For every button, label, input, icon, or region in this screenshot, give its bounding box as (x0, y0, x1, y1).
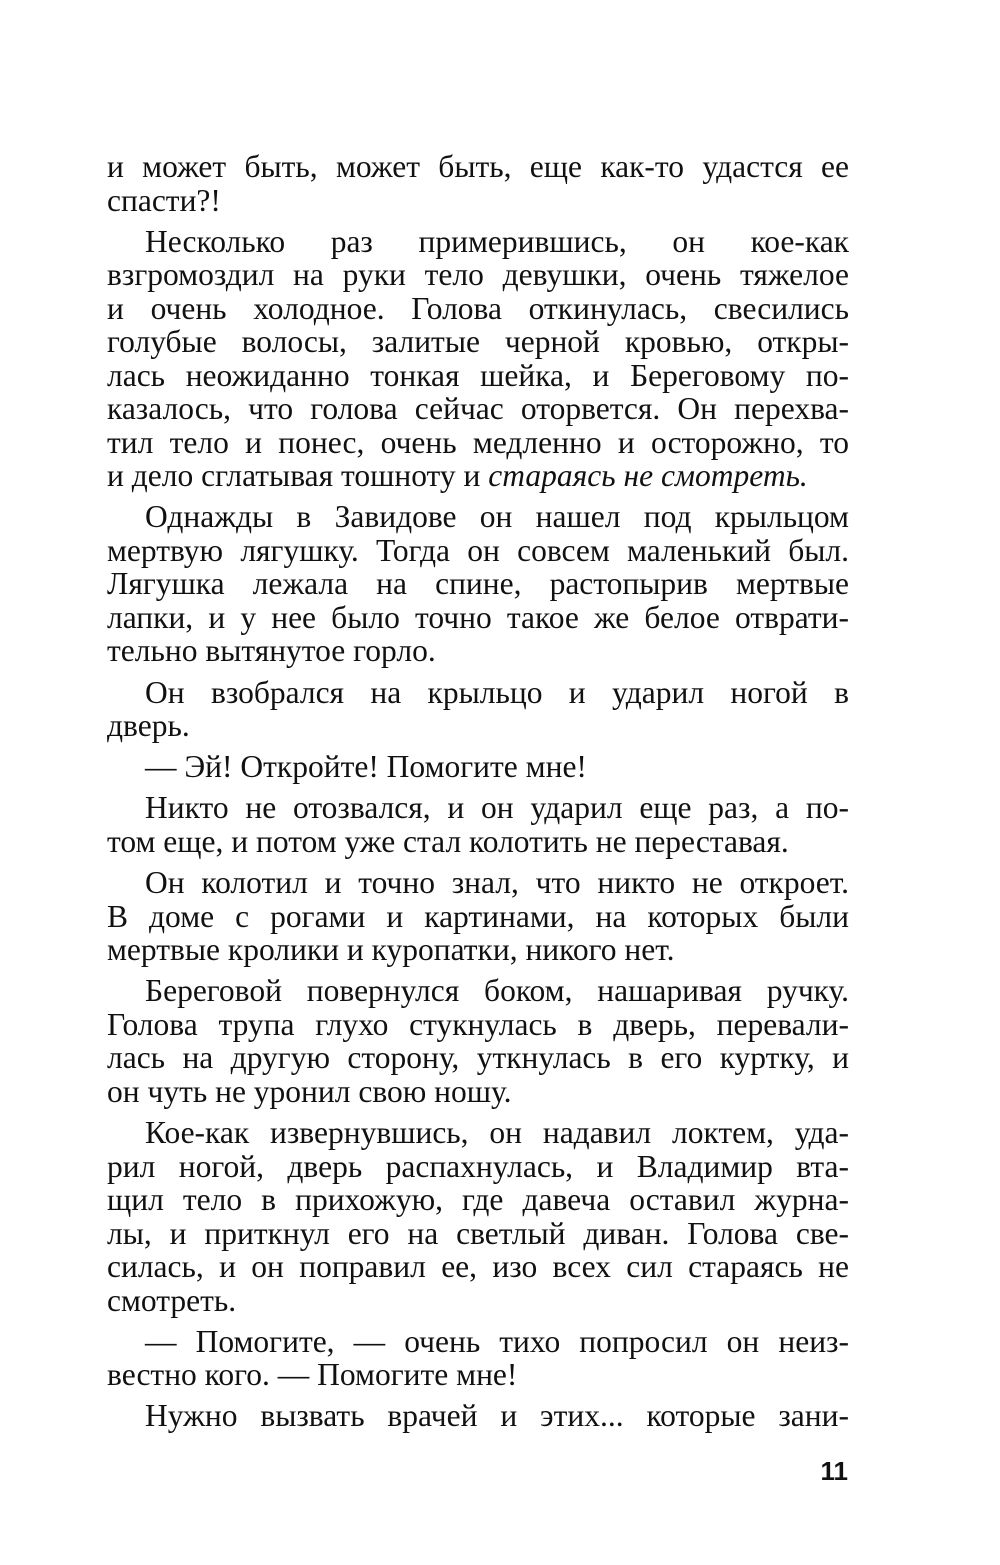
text-line: Береговой повернулся боком, нашаривая ручку. (145, 973, 849, 1009)
text-line: рил ногой, дверь распахнулась, и Владимир вта- (107, 1148, 849, 1184)
text-line: — Помогите, — очень тихо попросил он неиз- (145, 1323, 849, 1359)
text-line: Несколько раз примерившись, он кое-как (145, 223, 849, 259)
text-line: щил тело в прихожую, где давеча оставил журна- (107, 1182, 849, 1217)
text-line: лась на другую сторону, уткнулась в его куртку, и (107, 1040, 849, 1076)
text-line: голубые волосы, залитые черной кровью, откры- (107, 324, 849, 360)
text-line: Кое-как извернувшись, он надавил локтем, уда- (145, 1115, 849, 1150)
text-line: Голова трупа глухо стукнулась в дверь, перевали- (107, 1006, 849, 1042)
text-line: смотреть. (107, 1282, 237, 1318)
text-line: Никто не отозвался, и он ударил еще раз, а по- (145, 790, 849, 826)
text-line: Лягушка лежала на спине, растопырив мертвые (107, 566, 849, 602)
body-text (107, 150, 849, 1433)
text-line: силась, и он поправил ее, изо всех сил стараясь не (107, 1249, 849, 1284)
text-line: лась неожиданно тонкая шейка, и Береговому по- (107, 357, 849, 393)
text-line: и дело сглатывая тошноту и стараясь не смотреть. (107, 458, 808, 494)
text-line: и может быть, может быть, еще как-то удастся ее (107, 149, 849, 184)
text-line: Нужно вызвать врачей и этих... которые зани- (145, 1398, 849, 1434)
text-line: В доме с рогами и картинами, на которых были (107, 898, 849, 934)
text-line: спасти?! (107, 182, 221, 218)
text-line: и очень холодное. Голова откинулась, свесились (107, 290, 849, 326)
page-number: 11 (820, 1456, 848, 1486)
text-line: вестно кого. — Помогите мне! (107, 1357, 518, 1393)
text-line: он чуть не уронил свою ношу. (107, 1073, 512, 1109)
text-line: казалось, что голова сейчас оторвется. Он перехва- (107, 391, 849, 427)
italic-phrase: стараясь не смотреть. (488, 458, 808, 494)
text-line: лапки, и у нее было точно такое же белое отврати- (107, 599, 849, 635)
text-line: взгромоздил на руки тело девушки, очень тяжелое (107, 257, 849, 293)
text-line: лы, и приткнул его на светлый диван. Голова све- (107, 1215, 849, 1251)
text-line: тельно вытянутое горло. (107, 633, 436, 669)
text-line: — Эй! Откройте! Помогите мне! (145, 749, 587, 785)
text-line: мертвую лягушку. Тогда он совсем маленький был. (107, 532, 849, 568)
text-line: дверь. (107, 708, 190, 744)
text-line: Он взобрался на крыльцо и ударил ногой в (145, 674, 849, 710)
text-line: Однажды в Завидове он нашел под крыльцом (145, 499, 849, 535)
text-line: Он колотил и точно знал, что никто не откроет. (145, 865, 849, 901)
text-line: мертвые кролики и куропатки, никого нет. (107, 932, 675, 968)
text-line: тил тело и понес, очень медленно и осторожно, то (107, 424, 849, 460)
text-line: том еще, и потом уже стал колотить не переставая. (107, 823, 789, 859)
